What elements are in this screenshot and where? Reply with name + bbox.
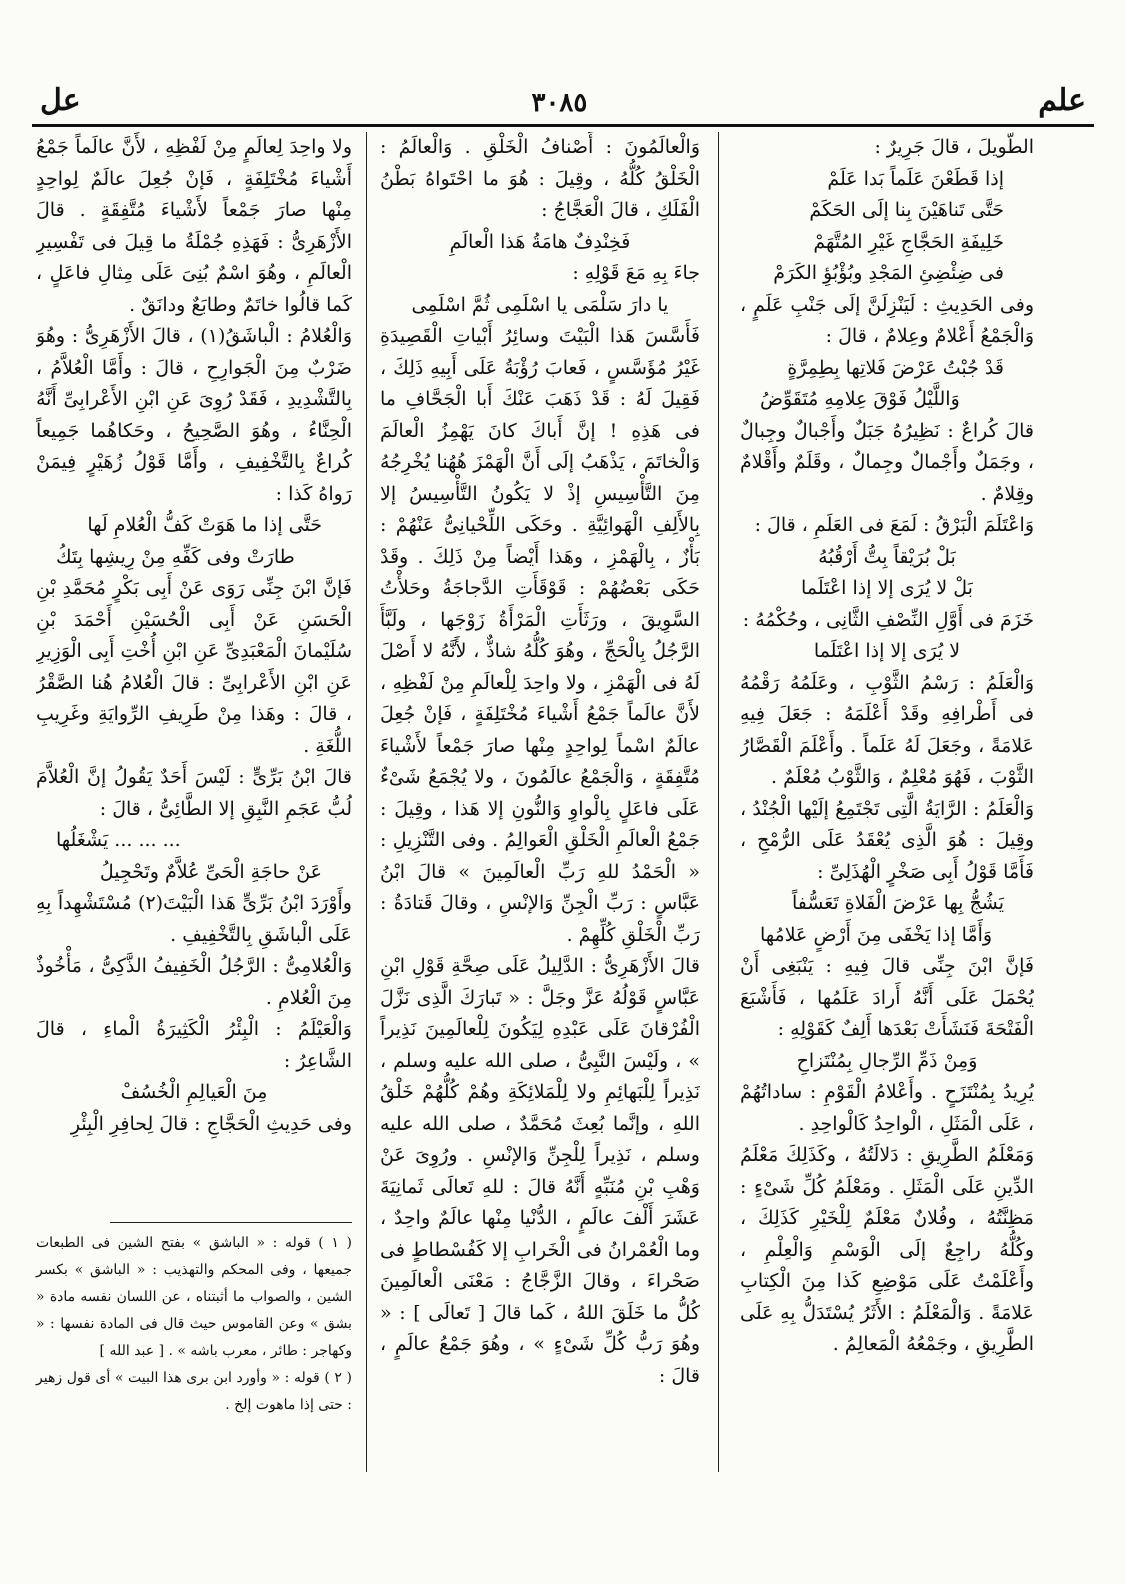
column-left xyxy=(36,132,352,1332)
column-separator xyxy=(366,132,367,1472)
verse-line: عَنْ حاجَةِ الْحَىِّ عُلاَّمٌ وتَحْجِيلُ xyxy=(99,860,322,883)
verse-line: ... ... ... يَشْغَلُها xyxy=(56,829,181,851)
verse-line: وَمِنْ ذَمِّ الرِّجالِ بِمُنْتَزاحِ xyxy=(796,1049,978,1072)
page-header xyxy=(40,78,1086,118)
verse-line: طارَتْ وفى كَفِّهِ مِنْ رِيشِها بِتَكُ xyxy=(56,545,295,568)
footnotes xyxy=(36,1230,352,1419)
paragraph: وَالْعَلَمُ : رَسْمُ الثَّوْبِ ، وعَلَمُهُ رَقْمُهُ فى أَطْرافِهِ وقَدْ أَعْلَمَهُ : جَعَلَ فِيهِ عَلامَةً ، وجَعَلَ لَهُ عَلَماً . وأَعْلَمَ الْقَصَّارُ الثَّوْبَ ، فَهُوَ مُعْلِمٌ ، وَالثَّوْبُ مُعْلَمٌ . xyxy=(740,671,1034,788)
verse-line: يَشُجُّ بِها عَرْضَ الْفَلاةِ تَعَسُّفاً xyxy=(791,892,1004,914)
footnote: ( ٢ ) قوله : « وأورد ابن برى هذا البيت » أى قول زهير : حتى إذا ماهوت إلخ . xyxy=(36,1370,352,1413)
paragraph: ولا واحِدَ لِعالَمٍ مِنْ لَفْظِهِ ، لأَنَّ عالَماً جَمْعُ أَشْياءَ مُخْتَلِفَةٍ ، فَإنْ جُعِلَ عالَمٌ لِواحِدٍ مِنْها صارَ جَمْعاً لأَشْياءَ مُتَّفِقَةٍ . قالَ الأَزْهَرِىُّ : فَهَذِهِ جُمْلَةُ ما قِيلَ فى تَفْسِيرِ الْعالَمِ ، وهُوَ اسْمٌ بُنِىَ عَلَى مِثالِ فاعَلٍ ، كَما قالُوا خاتَمٌ وطابَعٌ ودانَقٌ . xyxy=(36,136,352,316)
verse-line: فى ضِئْضِئِ المَجْدِ وبُؤْبُؤِ الكَرَمْ xyxy=(773,262,1004,284)
paragraph: قالَ الأَزْهَرِىُّ : الدَّلِيلُ عَلَى صِحَّةِ قَوْلِ ابْنِ عَبَّاسٍ قَوْلُهُ عَزَّ وجَلَّ : « تَبارَكَ الَّذِى نَزَّلَ الْفُرْقانَ عَلَى عَبْدِهِ لِيَكُونَ لِلْعالَمِينَ نَذِيراً » ، ولَيْسَ النَّبِىُّ ، صلى الله عليه وسلم ، نَذِيراً لِلْبَهائِمِ ولا لِلْمَلائِكَةِ وهُمْ كُلُّهُمْ خَلْقُ اللهِ ، وإنَّما بُعِثَ مُحَمَّدٌ ، صلى الله عليه وسلم ، نَذِيراً لِلْجِنِّ وَالإنْسِ . ورُوِىَ عَنْ وَهْبِ بْنِ مُنَبِّهٍ أَنَّهُ قالَ : للهِ تَعالَى ثَمانِيَةَ عَشَرَ أَلْفَ عالَمٍ ، الدُّنْيا مِنْها عالَمٌ واحِدٌ ، وما الْعُمْرانُ فى الْخَرابِ إلا كَفُسْطاطٍ فى صَحْراءَ ، وقالَ الزَّجَّاجُ : مَعْنَى الْعالَمِينَ كُلُّ ما خَلَقَ اللهُ ، كَما قالَ [ تَعالَى ] : « وهُوَ رَبُّ كُلِّ شَىْءٍ » ، وهُوَ جَمْعُ عالَمٍ ، قالَ : xyxy=(380,955,700,1387)
paragraph: فَإنَّ ابْنَ جِنِّى قالَ فِيهِ : يَنْبَغِى أَنْ يُحْمَلَ عَلَى أَنَّهُ أَرادَ عَلَمُها ، فَأَشْبَعَ الْفَتْحَةَ فَنَشَأَتْ بَعْدَها أَلِفٌ كَقَوْلِهِ : xyxy=(740,955,1034,1040)
header-root-right: علم xyxy=(1038,83,1086,118)
header-root-left: عل xyxy=(40,83,81,118)
footnote: ( ١ ) قوله : « الباشق » بفتح الشين فى الطبعات جميعها ، وفى المحكم والتهذيب : « الباشق » بكسر الشين ، والصواب ما أثبتناه ، عن اللسان نفسه مادة « بشق » وعن القاموس حيث قال فى المادة نفسها : « وكهاجر : طائر ، معرب باشه » . [ عبد الله ] xyxy=(36,1235,352,1359)
paragraph: الطَّويلَ ، قالَ جَرِيرٌ : xyxy=(874,136,1034,158)
paragraph: فَأَسَّسَ هَذا الْبَيْتَ وسائِرُ أَبْياتِ الْقَصِيدَةِ غَيْرُ مُؤَسَّسٍ ، فَعابَ رُؤْبَةُ عَلَى أَبِيهِ ذَلِكَ ، فَقِيلَ لَهُ : قَدْ ذَهَبَ عَنْكَ أَبا الْجَحَّافِ ما فى هَذِهِ ! إنَّ أَباكَ كانَ يَهْمِزُ الْعالَمَ وَالْخاتَمَ ، يَذْهَبُ إلَى أَنَّ الْهَمْزَ هُهُنا يُخْرِجُهُ مِنَ التَّأْسِيسِ إذْ لا يَكُونُ التَّأْسِيسُ إلا بِالأَلِفِ الْهَوائِيَّةِ . وحَكَى اللِّحْيانِىُّ عَنْهُمْ : بَأْزٌ ، بِالْهَمْزِ ، وهَذا أَيْضاً مِنْ ذَلِكَ . وقَدْ حَكَى بَعْضُهُمْ : قَوْقَأَتِ الدَّجاجَةُ وحَلأْتُ السَّوِيقَ ، ورَثَأَتِ الْمَرْأَةُ زَوْجَها ، ولَبَّأَ الرَّجُلُ بِالْحَجِّ ، وهُوَ كُلُّهُ شاذٌّ ، لأَنَّهُ لا أَصْلَ لَهُ فى الْهَمْزِ ، ولا واحِدَ لِلْعالَمِ مِنْ لَفْظِهِ ، لأَنَّ عالَماً جَمْعُ أَشْياءَ مُخْتَلِفَةٍ ، فَإنْ جُعِلَ عالَمٌ اسْماً لِواحِدٍ مِنْها صارَ جَمْعاً لأَشْياءَ مُتَّفِقَةٍ ، وَالْجَمْعُ عالَمُونَ ، ولا يُجْمَعُ شَىْءٌ عَلَى فاعَلٍ بِالْواوِ وَالنُّونِ إلا هَذا ، وقِيلَ : جَمْعُ الْعالَمِ الْخَلْقِ الْعَوالِمُ . وفى التَّنْزِيلِ : « الْحَمْدُ للهِ رَبِّ الْعالَمِينَ » قالَ ابْنُ عَبَّاسٍ : رَبِّ الْجِنِّ وَالإنْسِ ، وقالَ قَتادَةُ : رَبِّ الْخَلْقِ كُلِّهِمْ . xyxy=(380,325,700,946)
verse-line: إذا قَطَعْنَ عَلَماً بَدا عَلَمْ xyxy=(827,167,1004,190)
verse-line: بَلْ بُرَيْقاً بِتُّ أَرْقُبُهُ xyxy=(818,545,956,568)
column-right xyxy=(740,132,1034,1472)
paragraph: وَالْعالَمُونَ : أَصْنافُ الْخَلْقِ . وَالْعالَمُ : الْخَلْقُ كُلُّهُ ، وقِيلَ : هُوَ ما احْتَواهُ بَطْنُ الْفَلَكِ ، قالَ الْعَجَّاجُ : xyxy=(380,136,700,221)
verse-line: بَلْ لا يُرَى إلا إذا اعْتَلَما xyxy=(801,577,973,599)
verse-line: لا يُرَى إلا إذا اعْتَلَما xyxy=(813,640,961,662)
paragraph: قالَ كُراعٌ : نَظِيرُهُ جَبَلٌ وأَجْبالٌ وجِبالٌ ، وجَمَلٌ وأَجْمالٌ وجِمالٌ ، وقَلَمٌ وأَقْلامٌ وقِلامٌ . xyxy=(740,419,1034,505)
header-rule xyxy=(32,124,1094,127)
verse-line: وَأَمَّا إذا يَخْفَى مِنَ أَرْضٍ عَلامُها xyxy=(760,923,993,946)
verse-line: يا دارَ سَلْمَى يا اسْلَمِى ثُمَّ اسْلَمِى xyxy=(411,293,669,316)
paragraph: وَالْعَلَمُ : الرَّايَةُ الَّتِى تَجْتَمِعُ إلَيْها الْجُنْدُ ، وقِيلَ : هُوَ الَّذِى يُعْقَدُ عَلَى الرُّمْحِ ، فَأَمَّا قَوْلُ أَبِى صَخْرٍ الْهُذَلِىِّ : xyxy=(740,797,1034,883)
page-number: ٣٠٨٥ xyxy=(531,88,588,118)
paragraph: جاءَ بِهِ مَعَ قَوْلِهِ : xyxy=(572,262,700,284)
footnote-rule xyxy=(110,1222,352,1223)
paragraph: وأَوْرَدَ ابْنُ بَرِّىٍّ هَذا الْبَيْتَ(٢) مُسْتَشْهِداً بِهِ عَلَى الْباشَقِ بِالتَّخْفِيفِ . xyxy=(36,892,352,946)
verse-line: حَتَّى تَناهَيْنَ بِنا إلَى الحَكَمْ xyxy=(809,199,1004,221)
paragraph: قالَ ابْنُ بَرِّىٍّ : لَيْسَ أَحَدٌ يَقُولُ إنَّ الْعُلاَّمَ لُبُّ عَجَمِ النَّبِقِ إلا الطَّائِىُّ ، قالَ : xyxy=(36,766,352,820)
paragraph: فَإنَّ ابْنَ جِنِّى رَوَى عَنْ أَبِى بَكْرٍ مُحَمَّدِ بْنِ الْحَسَنِ عَنْ أَبِى الْحُسَيْنِ أَحْمَدَ بْنِ سُلَيْمانَ الْمَعْبَدِىِّ عَنِ ابْنِ أُخْتِ أَبِى الْوَزِيرِ عَنِ ابْنِ الأَعْرابِىِّ : قالَ الْعُلامُ هُنا الصَّقْرُ ، قالَ : وهَذا مِنْ طَرِيفِ الرِّوايَةِ وغَرِيبِ اللُّغَةِ . xyxy=(36,577,352,757)
verse-line: وَاللَّيْلُ فَوْقَ عِلامِهِ مُتَقَوِّضُ xyxy=(760,388,960,410)
column-separator xyxy=(718,132,719,1472)
verse-line: فَخِنْدِفٌ هامَةُ هَذا الْعالَمِ xyxy=(449,230,631,253)
paragraph: وَالْعُلامُ : الْباشَقُ(١) ، قالَ الأَزْهَرِىُّ : وهُوَ ضَرْبٌ مِنَ الْجَوارِحِ ، قالَ : وأَمَّا الْعُلاَّمُ ، بِالتَّشْدِيدِ ، فَقَدْ رُوِىَ عَنِ ابْنِ الأَعْرابِىِّ أَنَّهُ الْحِنَّاءُ ، وهُوَ الصَّحِيحُ ، وحَكاهُما جَمِيعاً كُراعٌ بِالتَّخْفِيفِ ، وأَمَّا قَوْلُ زُهَيْرٍ فِيمَنْ رَواهُ كَذا : xyxy=(36,325,352,505)
paragraph: يُرِيدُ بِمُنْتَزَحٍ . وأَعْلامُ الْقَوْمِ : ساداتُهُمْ ، عَلَى الْمَثَلِ ، الْواحِدُ كَالْواحِدِ . xyxy=(740,1081,1034,1135)
paragraph: وفى الحَدِيثِ : لَيَنْزِلَنَّ إلَى جَنْبِ عَلَمٍ ، وَالْجَمْعُ أَعْلامٌ وعِلامٌ ، قالَ : xyxy=(740,293,1034,347)
paragraph: خَزَمَ فى أَوَّلِ النِّصْفِ الثَّانِى ، وحُكْمُهُ : xyxy=(742,608,1034,631)
paragraph: وفى حَدِيثِ الْحَجَّاجِ : قالَ لِحافِرِ الْبِئْرِ xyxy=(70,1112,352,1135)
verse-line: قَدْ جُبْتُ عَرْضَ فَلاتِها بِطِمِرَّةٍ xyxy=(787,356,1004,379)
paragraph: وَاعْتَلَمَ الْبَرْقُ : لَمَعَ فى العَلَمِ ، قالَ : xyxy=(754,514,1034,536)
paragraph: وَالْعَيْلَمُ : الْبِئْرُ الْكَثِيرَةُ الْماءِ ، قالَ الشَّاعِرُ : xyxy=(36,1018,352,1072)
verse-line: حَتَّى إذا ما هَوَتْ كَفُّ الْعُلامِ لَها xyxy=(87,514,322,536)
paragraph: وَمَعْلَمُ الطَّرِيقِ : دَلالَتُهُ ، وكَذَلِكَ مَعْلَمُ الدِّينِ عَلَى الْمَثَلِ . ومَعْلَمُ كُلِّ شَىْءٍ : مَظِنَّتُهُ ، وفُلانٌ مَعْلَمٌ لِلْخَيْرِ كَذَلِكَ ، وكُلُّهُ راجِعٌ إلَى الْوَسْمِ وَالْعِلْمِ ، وأَعْلَمْتُ عَلَى مَوْضِعِ كَذا مِنَ الْكِتابِ عَلامَةً . وَالْمَعْلَمُ : الأَثَرُ يُسْتَدَلُّ بِهِ عَلَى الطَّرِيقِ ، وجَمْعُهُ الْمَعالِمُ . xyxy=(740,1144,1034,1355)
paragraph: وَالْعُلامِىُّ : الرَّجُلُ الْخَفِيفُ الذَّكِىُّ ، مَأْخُوذٌ مِنَ الْعُلامِ . xyxy=(36,955,352,1009)
verse-line: مِنَ الْعَيالِمِ الْخُسُفْ xyxy=(120,1081,268,1103)
verse-line: خَلِيفَةِ الحَجَّاجِ غَيْرِ المُتَّهَمْ xyxy=(813,230,1004,253)
column-middle xyxy=(380,132,700,1492)
